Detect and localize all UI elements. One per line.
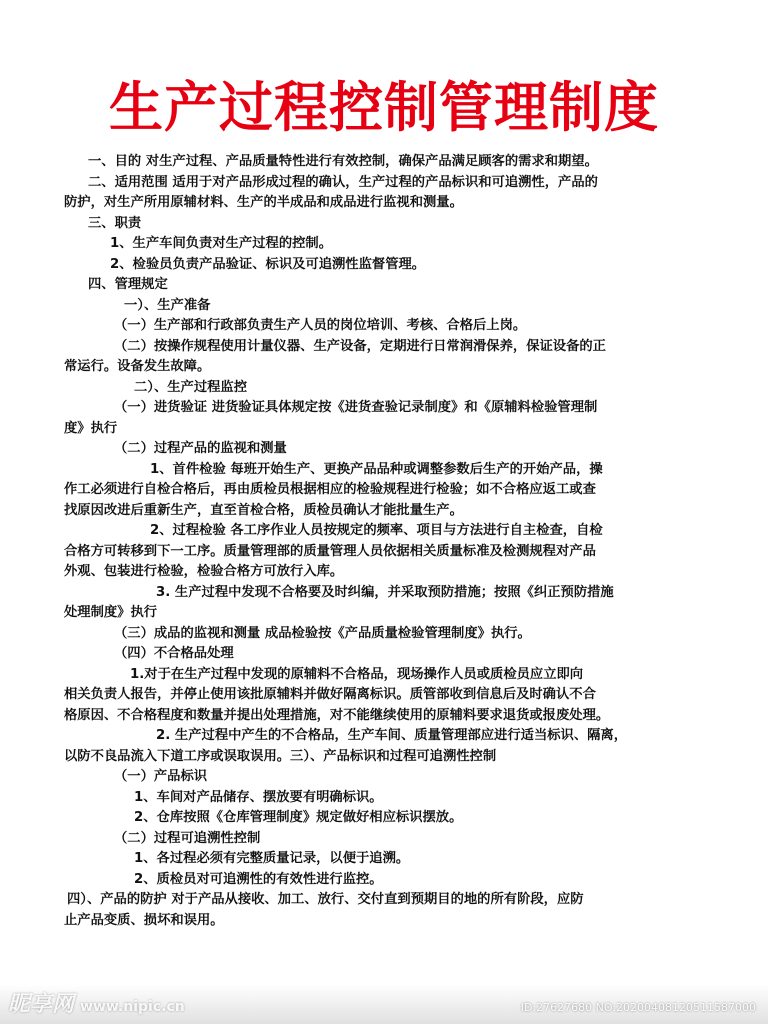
- text-line: （二）过程可追溯性控制: [114, 830, 261, 846]
- text-line: 三、职责: [88, 215, 142, 231]
- text-line: （三）成品的监视和测量 成品检验按《产品质量检验管理制度》执行。: [114, 625, 531, 641]
- document-title: 生产过程控制管理制度: [109, 76, 659, 139]
- text-line: 一、目的 对生产过程、产品质量特性进行有效控制，确保产品满足顾客的需求和期望。: [88, 154, 598, 169]
- text-line: 2、仓库按照《仓库管理制度》规定做好相应标识摆放。: [134, 810, 463, 825]
- watermark-url: www.nipic.cn: [80, 999, 185, 1015]
- text-line: 2、质检员对可追溯性的有效性进行监控。: [134, 871, 383, 887]
- text-line: 3. 生产过程中发现不合格要及时纠编，并采取预防措施；按照《纠正预防措施: [156, 584, 614, 600]
- text-line: 1.对于在生产过程中发现的原辅料不合格品，现场操作人员或质检员应立即向: [130, 666, 584, 682]
- text-line: 度》执行: [64, 420, 118, 436]
- text-line: 以防不良品流入下道工序或误取误用。三）、产品标识和过程可追溯性控制: [64, 748, 497, 764]
- text-line: 四）、产品的防护 对于产品从接收、加工、放行、交付直到预期目的地的所有阶段，应防: [67, 892, 584, 907]
- text-line: （二）过程产品的监视和测量: [114, 441, 287, 456]
- text-line: （一）产品标识: [114, 769, 208, 784]
- text-line: 一）、生产准备: [124, 297, 211, 313]
- watermark-bar: [0, 984, 768, 1024]
- text-line: 1、生产车间负责对生产过程的控制。: [110, 236, 333, 251]
- text-line: 处理制度》执行: [64, 605, 158, 620]
- text-line: （二）按操作规程使用计量仪器、生产设备，定期进行日常润滑保养，保证设备的正: [114, 338, 606, 354]
- text-line: 二、适用范围 适用于对产品形成过程的确认，生产过程的产品标识和可追溯性，产品的: [88, 174, 598, 190]
- text-line: 找原因改进后重新生产，直至首检合格，质检员确认才能批量生产。: [64, 502, 463, 518]
- text-line: （一）进货验证 进货验证具体规定按《进货查验记录制度》和《原辅料检验管理制: [114, 400, 598, 415]
- text-line: 防护，对生产所用原辅材料、生产的半成品和成品进行监视和测量。: [64, 195, 463, 210]
- text-line: 2. 生产过程中产生的不合格品，生产车间、质量管理部应进行适当标识、隔离，: [156, 728, 628, 743]
- text-line: 作工必须进行自检合格后，再由质检员根据相应的检验规程进行检验；如不合格应返工或查: [64, 482, 596, 497]
- text-line: 格原因、不合格程度和数量并提出处理措施，对不能继续使用的原辅料要求退货或报废处理。: [64, 707, 610, 723]
- text-line: 2、检验员负责产品验证、标识及可追溯性监督管理。: [110, 256, 426, 272]
- text-line: （一）生产部和行政部负责生产人员的岗位培训、考核、合格后上岗。: [114, 318, 527, 333]
- watermark-logo: [8, 987, 185, 1018]
- text-line: 相关负责人报告，并停止使用该批原辅料并做好隔离标识。质管部收到信息后及时确认不合: [64, 687, 596, 702]
- text-line: 四、管理规定: [88, 277, 168, 292]
- text-line: 1、车间对产品储存、摆放要有明确标识。: [134, 789, 383, 805]
- text-line: 2、过程检验 各工序作业人员按规定的频率、项目与方法进行自主检查，自检: [150, 523, 603, 538]
- watermark-logo-text: 昵享网: [8, 992, 75, 1017]
- text-line: 止产品变质、损坏和误用。: [64, 912, 224, 928]
- watermark-id: ID:27627680 NO:20200408120511587000: [520, 1001, 756, 1014]
- text-line: 常运行。设备发生故障。: [64, 359, 211, 374]
- document-body: [64, 152, 710, 931]
- text-line: 1、各过程必须有完整质量记录，以便于追溯。: [134, 851, 410, 866]
- text-line: 外观、包装进行检验，检验合格方可放行入库。: [64, 564, 344, 579]
- text-line: 1、首件检验 每班开始生产、更换产品品种或调整参数后生产的开始产品，操: [150, 461, 603, 477]
- text-line: 合格方可转移到下一工序。质量管理部的质量管理人员依据相关质量标准及检测规程对产品: [64, 543, 596, 559]
- text-line: 二）、生产过程监控: [134, 379, 248, 395]
- text-line: （四）不合格品处理: [114, 646, 234, 661]
